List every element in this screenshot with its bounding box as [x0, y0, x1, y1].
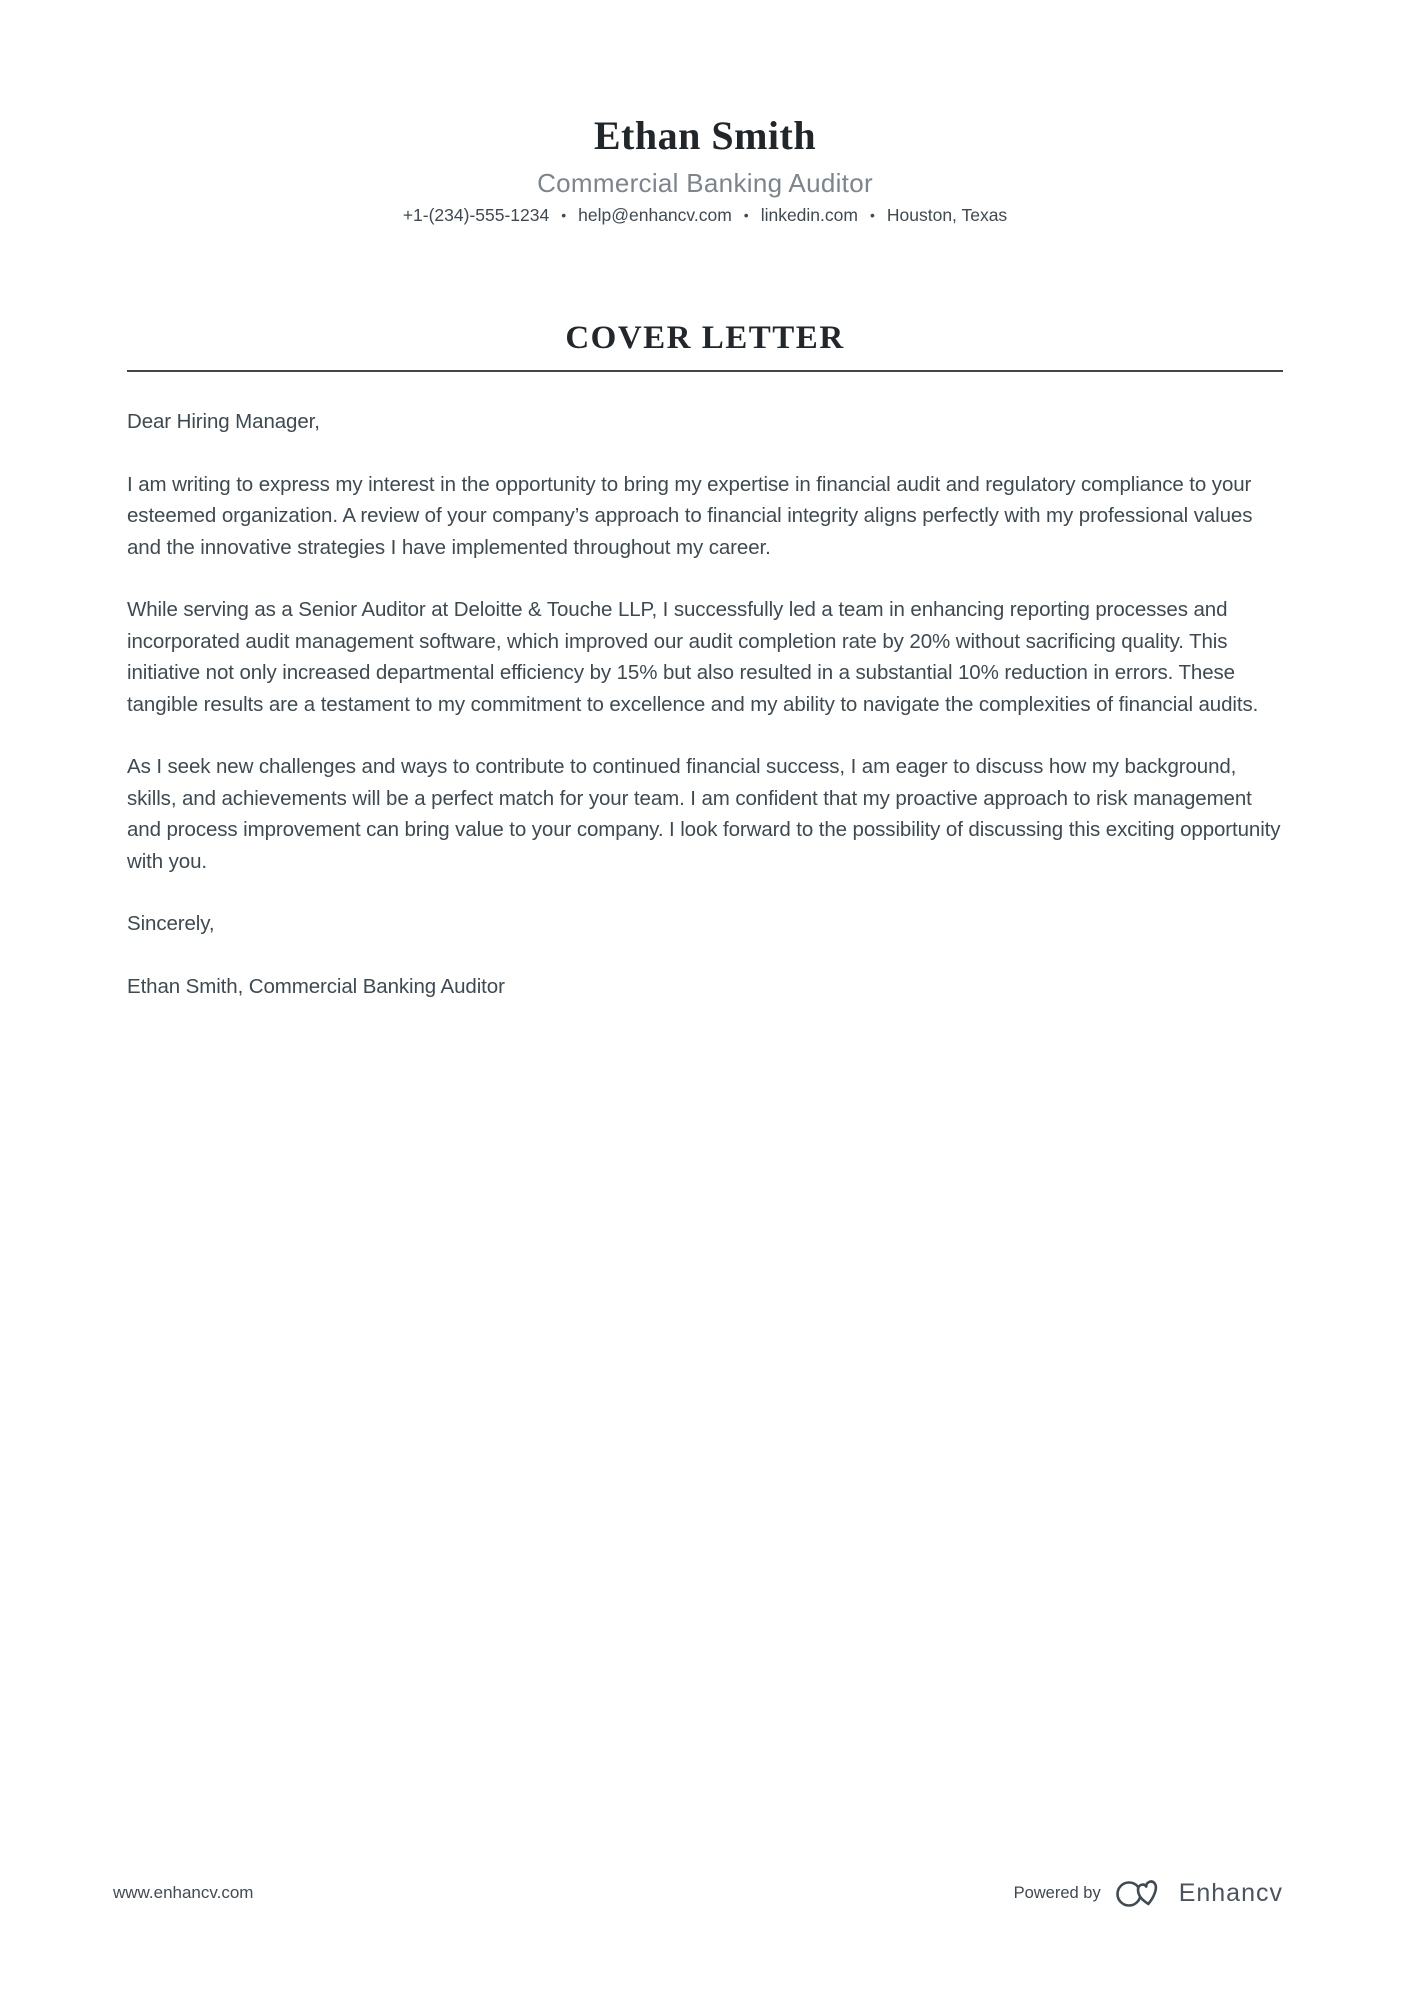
paragraph: While serving as a Senior Auditor at Deloitte & Touche LLP, I successfully led a team in enhancing reporting processes and incorporated audit management software, which improved our audit completion rate by 20% without sacrificing quality. This initiative not only increased departmental efficiency by 15% but also resulted in a substantial 10% reduction in errors. These tangible results are a testament to my commitment to excellence and my ability to navigate the complexities of financial audits. [127, 598, 1259, 716]
bullet-separator: • [743, 207, 749, 223]
website-link[interactable]: www.enhancv.com [113, 1883, 254, 1902]
person-job-title: Commercial Banking Auditor [537, 168, 873, 198]
bullet-separator: • [561, 207, 567, 223]
paragraph: I am writing to express my interest in the opportunity to bring my expertise in financial audit and regulatory compliance to your esteemed organization. A review of your company’s approach to financial integrity aligns perfectly with my professional values and the innovative strategies I have implemented throughout my career. [127, 472, 1253, 559]
powered-by-enhancv-link[interactable] [1014, 1876, 1283, 1910]
contact-linkedin[interactable]: linkedin.com [760, 205, 858, 225]
salutation: Dear Hiring Manager, [127, 410, 320, 433]
contact-email[interactable]: help@enhancv.com [578, 205, 732, 225]
contact-phone: +1-(234)-555-1234 [402, 205, 550, 225]
letter-body [127, 406, 1283, 1002]
enhancv-logo-icon [1115, 1876, 1165, 1910]
contact-location: Houston, Texas [886, 205, 1008, 225]
letter-header [0, 0, 1410, 226]
contact-line [0, 204, 1410, 226]
page-footer [113, 1876, 1283, 1910]
section-divider [127, 370, 1283, 372]
enhancv-brand-text: Enhancv [1178, 1878, 1283, 1907]
powered-by-label: Powered by [1013, 1883, 1101, 1902]
person-name: Ethan Smith [593, 113, 817, 158]
signature: Ethan Smith, Commercial Banking Auditor [127, 974, 505, 998]
section-title: COVER LETTER [565, 320, 845, 356]
bullet-separator: • [869, 207, 875, 223]
paragraph: As I seek new challenges and ways to contribute to continued financial success, I am eager to discuss how my background, skills, and achievements will be a perfect match for your team. I am confident that my proactive approach to risk management and process improvement can bring value to your company. I look forward to the possibility of discussing this exciting opportunity with you. [127, 755, 1281, 873]
closing: Sincerely, [127, 912, 215, 935]
